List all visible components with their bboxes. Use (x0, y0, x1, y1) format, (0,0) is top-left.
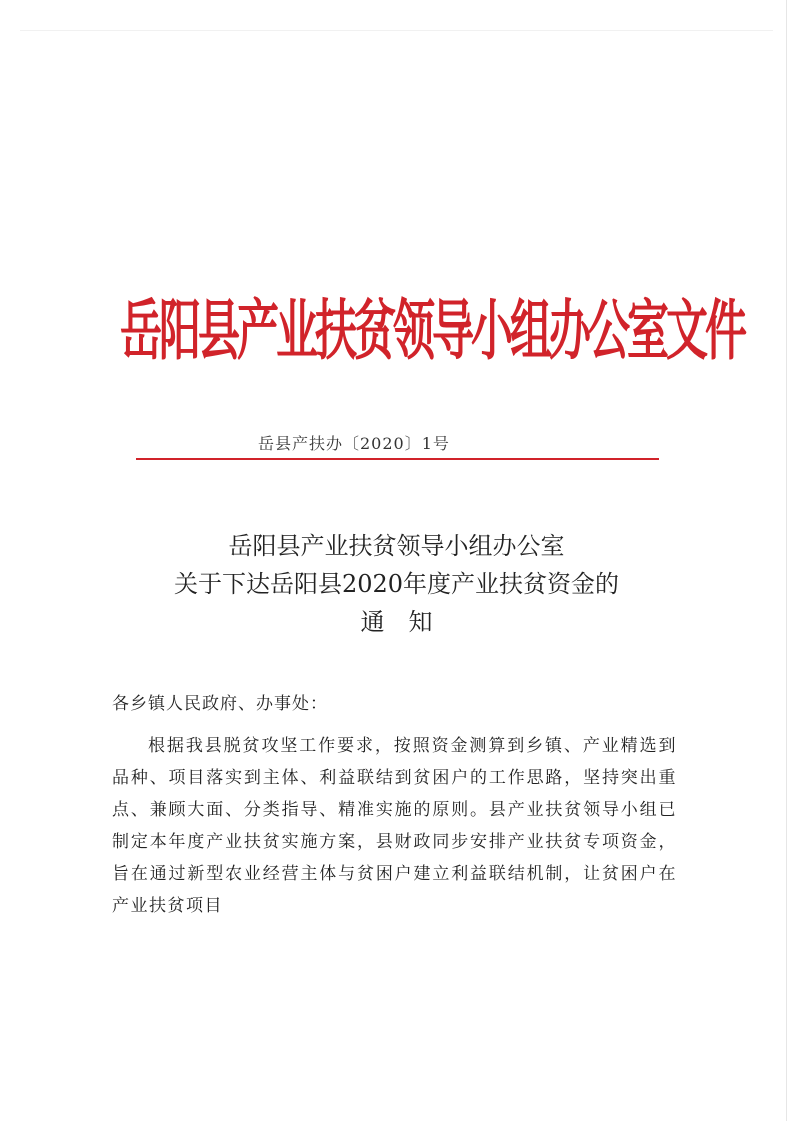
title-line-1: 岳阳县产业扶贫领导小组办公室 (228, 532, 565, 560)
document-number: 岳县产扶办〔2020〕1号 (258, 434, 450, 453)
title-line-2: 关于下达岳阳县2020年度产业扶贫资金的 (173, 570, 620, 598)
scan-edge-top (20, 30, 773, 31)
scan-edge-right (786, 0, 787, 1121)
red-header-title: 岳阳县产业扶贫领导小组办公室文件 (120, 292, 745, 369)
notice-title (100, 527, 693, 641)
title-line-3: 通知 (360, 608, 457, 636)
body-paragraph: 根据我县脱贫攻坚工作要求，按照资金测算到乡镇、产业精选到品种、项目落实到主体、利益联结到贫困户的工作思路，坚持突出重点、兼顾大面、分类指导、精准实施的原则。县产业扶贫领导小组已制定本年度产业扶贫实施方案，县财政同步安排产业扶贫专项资金，旨在通过新型农业经营主体与贫困户建立利益联结机制，让贫困户在产业扶贫项目 (112, 736, 677, 916)
salutation: 各乡镇人民政府、办事处： (112, 694, 328, 714)
red-separator-line (136, 458, 659, 460)
